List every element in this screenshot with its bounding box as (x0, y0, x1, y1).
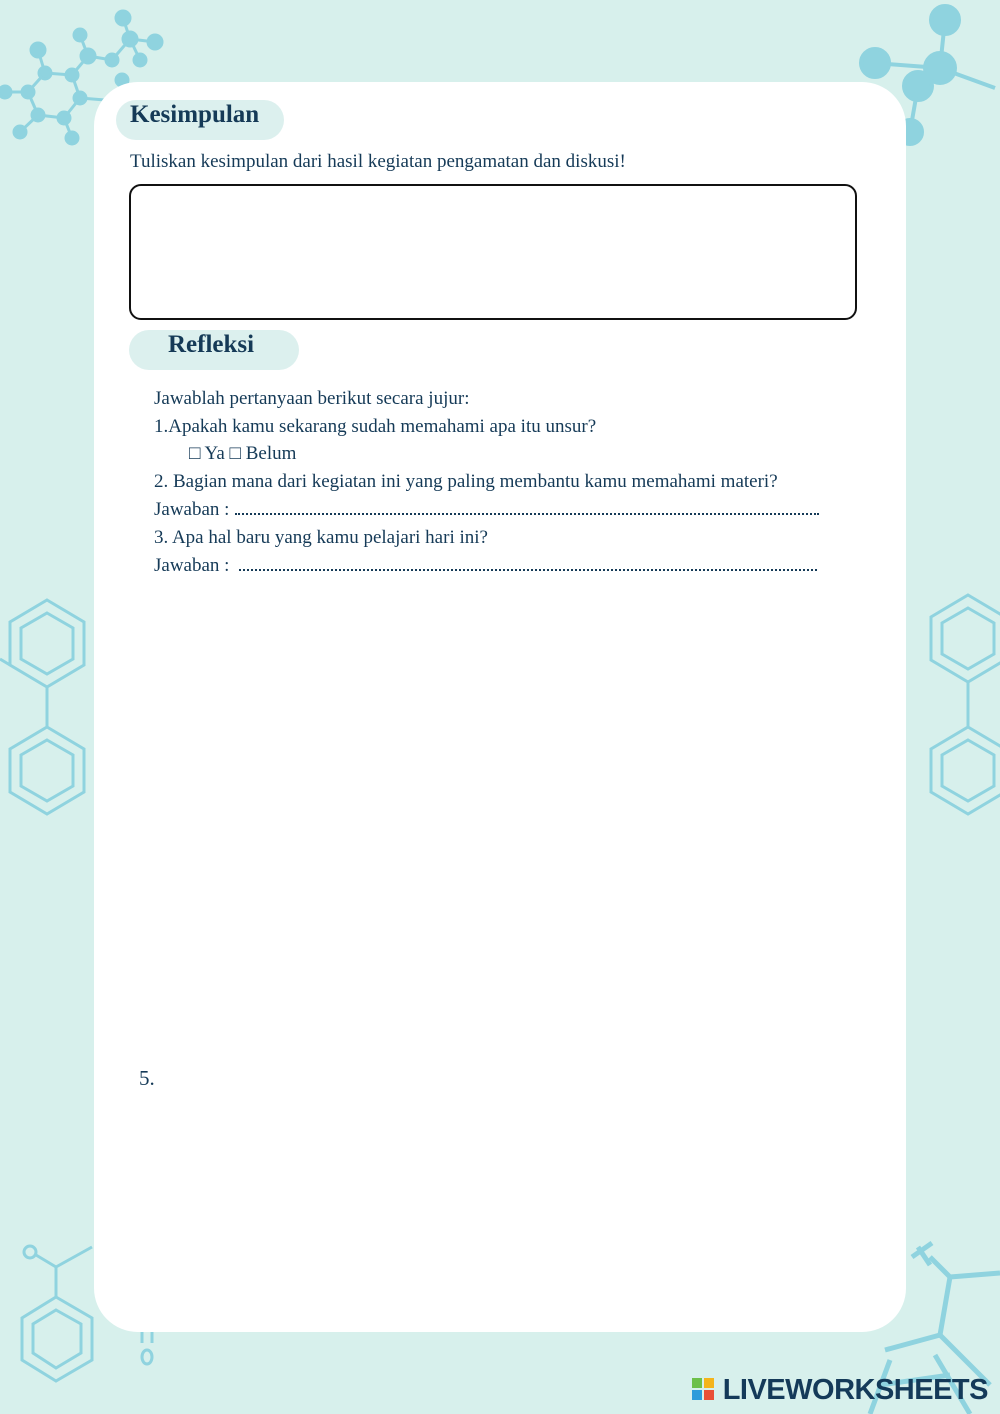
kesimpulan-heading-pill (116, 100, 284, 140)
question-1-options[interactable]: □ Ya □ Belum (189, 443, 297, 464)
answer-2-label: Jawaban : (154, 499, 230, 520)
liveworksheets-brand: LIVEWORKSHEETS (722, 1374, 988, 1406)
kesimpulan-answer-box[interactable] (129, 184, 857, 320)
kesimpulan-instruction: Tuliskan kesimpulan dari hasil kegiatan pengamatan dan diskusi! (130, 151, 626, 172)
answer-3-input[interactable] (239, 568, 817, 571)
refleksi-heading: Refleksi (168, 331, 255, 358)
question-2: 2. Bagian mana dari kegiatan ini yang paling membantu kamu memahami materi? (154, 471, 778, 492)
kesimpulan-heading: Kesimpulan (130, 101, 260, 128)
biphenyl-decoration-left (0, 595, 100, 820)
refleksi-heading-pill (129, 330, 299, 370)
answer-2-row (154, 499, 819, 521)
item-5-number: 5. (139, 1066, 155, 1090)
refleksi-intro: Jawablah pertanyaan berikut secara jujur: (154, 388, 470, 409)
answer-2-input[interactable] (235, 512, 819, 515)
liveworksheets-logo-icon (692, 1378, 714, 1400)
question-1: 1.Apakah kamu sekarang sudah memahami apa itu unsur? (154, 416, 597, 437)
answer-3-label: Jawaban : (154, 555, 230, 576)
question-3: 3. Apa hal baru yang kamu pelajari hari ini? (154, 527, 488, 548)
answer-3-row (154, 555, 817, 577)
biphenyl-decoration-right (920, 590, 1000, 825)
